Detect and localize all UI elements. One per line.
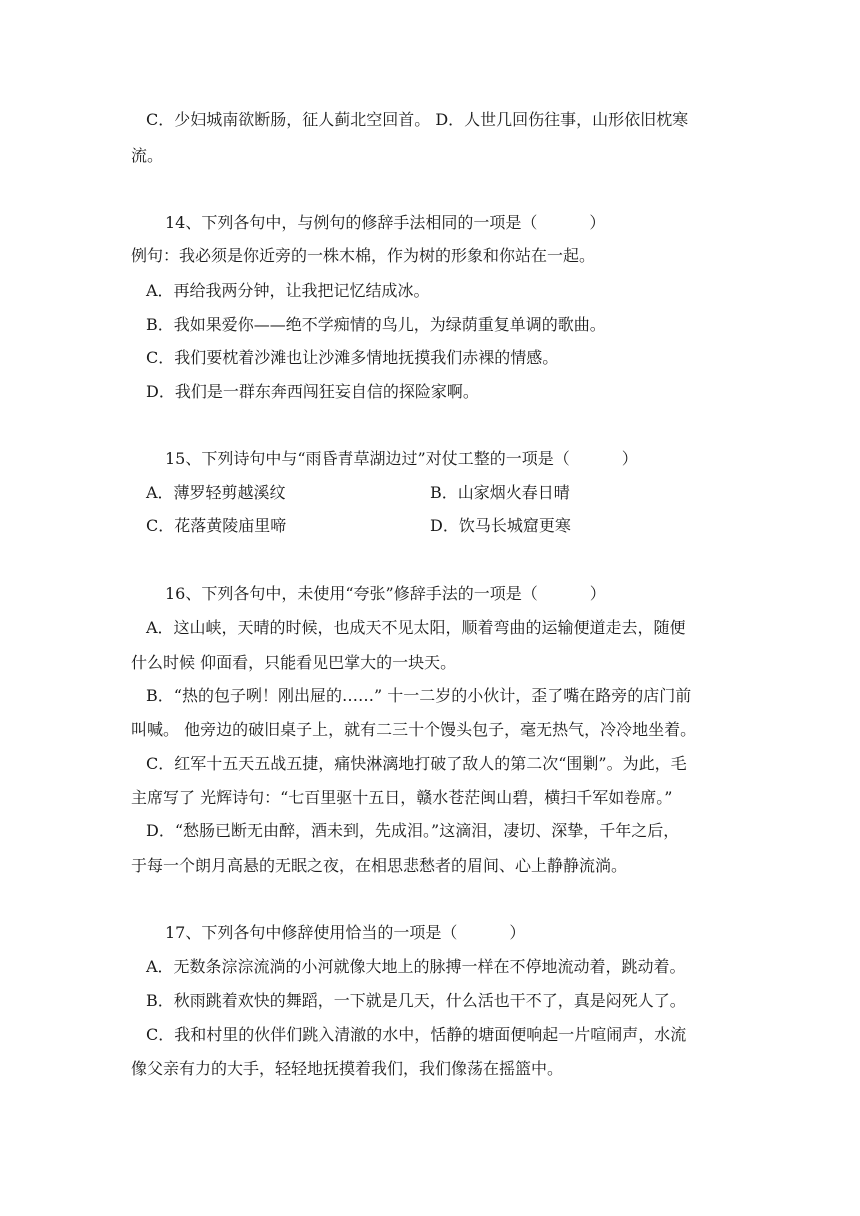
q14-stem-text: 14、下列各句中，与例句的修辞手法相同的一项是（ — [165, 213, 538, 232]
q16-stem-text: 16、下列各句中，未使用“夸张”修辞手法的一项是（ — [165, 584, 538, 603]
q16-stem-close: ） — [589, 584, 606, 603]
q14-option-a: A．再给我两分钟，让我把记忆结成冰。 — [146, 281, 430, 300]
q14-example: 例句：我必须是你近旁的一株木棉，作为树的形象和你站在一起。 — [131, 246, 596, 265]
q15-option-d: D．饮马长城窟更寒 — [430, 516, 571, 535]
q15-stem-close: ） — [621, 449, 638, 468]
q17-option-c-line2: 像父亲有力的大手，轻轻地抚摸着我们，我们像荡在摇篮中。 — [131, 1059, 564, 1078]
q13-option-d-continuation: 流。 — [131, 146, 164, 165]
q16-stem — [165, 584, 606, 604]
q15-option-c: C．花落黄陵庙里啼 — [146, 516, 287, 535]
q17-stem-text: 17、下列各句中修辞使用恰当的一项是（ — [165, 923, 458, 942]
q15-stem-text: 15、下列诗句中与“雨昏青草湖边过”对仗工整的一项是（ — [165, 449, 570, 468]
q14-stem-close: ） — [589, 213, 606, 232]
q14-option-b: B．我如果爱你——绝不学痴情的鸟儿，为绿荫重复单调的歌曲。 — [146, 315, 606, 334]
q16-option-c-line2: 主席写了 光辉诗句：“七百里驱十五日，赣水苍茫闽山碧，横扫千军如卷席。” — [131, 788, 673, 807]
q14-stem — [165, 213, 605, 233]
q16-option-b-line1: B．“热的包子咧！刚出屉的……” 十一二岁的小伙计，歪了嘴在路旁的店门前 — [146, 686, 692, 705]
q14-option-c: C．我们要枕着沙滩也让沙滩多情地抚摸我们赤裸的情感。 — [146, 348, 559, 367]
q17-option-c-line1: C．我和村里的伙伴们跳入清澈的水中，恬静的塘面便响起一片喧闹声，水流 — [146, 1025, 687, 1044]
q13-option-cd-line: C．少妇城南欲断肠，征人蓟北空回首。 D．人世几回伤往事，山形依旧枕寒 — [146, 110, 689, 129]
q16-option-c-line1: C．红军十五天五战五捷，痛快淋漓地打破了敌人的第二次“围剿”。为此，毛 — [146, 754, 687, 773]
q15-option-a: A．薄罗轻剪越溪纹 — [146, 483, 286, 502]
q16-option-d-line2: 于每一个朗月高悬的无眠之夜，在相思悲愁者的眉间、心上静静流淌。 — [131, 856, 628, 875]
q17-stem-close: ） — [509, 923, 526, 942]
q15-option-b: B．山家烟火春日晴 — [430, 483, 570, 502]
q14-option-d: D．我们是一群东奔西闯狂妄自信的探险家啊。 — [146, 382, 479, 401]
q15-stem — [165, 449, 638, 469]
q16-option-a-line1: A．这山峡，天晴的时候，也成天不见太阳，顺着弯曲的运输便道走去，随便 — [146, 618, 686, 637]
q17-option-a: A．无数条淙淙流淌的小河就像大地上的脉搏一样在不停地流动着，跳动着。 — [146, 957, 686, 976]
q17-option-b: B．秋雨跳着欢快的舞蹈，一下就是几天，什么活也干不了，真是闷死人了。 — [146, 991, 686, 1010]
q16-option-d-line1: D．“愁肠已断无由醉，酒未到，先成泪。”这滴泪，凄切、深挚，千年之后， — [146, 821, 680, 840]
q16-option-a-line2: 什么时候 仰面看，只能看见巴掌大的一块天。 — [131, 653, 457, 672]
q17-stem — [165, 923, 525, 943]
q16-option-b-line2: 叫喊。 他旁边的破旧桌子上，就有二三十个馒头包子，毫无热气，冷冷地坐着。 — [131, 720, 697, 739]
